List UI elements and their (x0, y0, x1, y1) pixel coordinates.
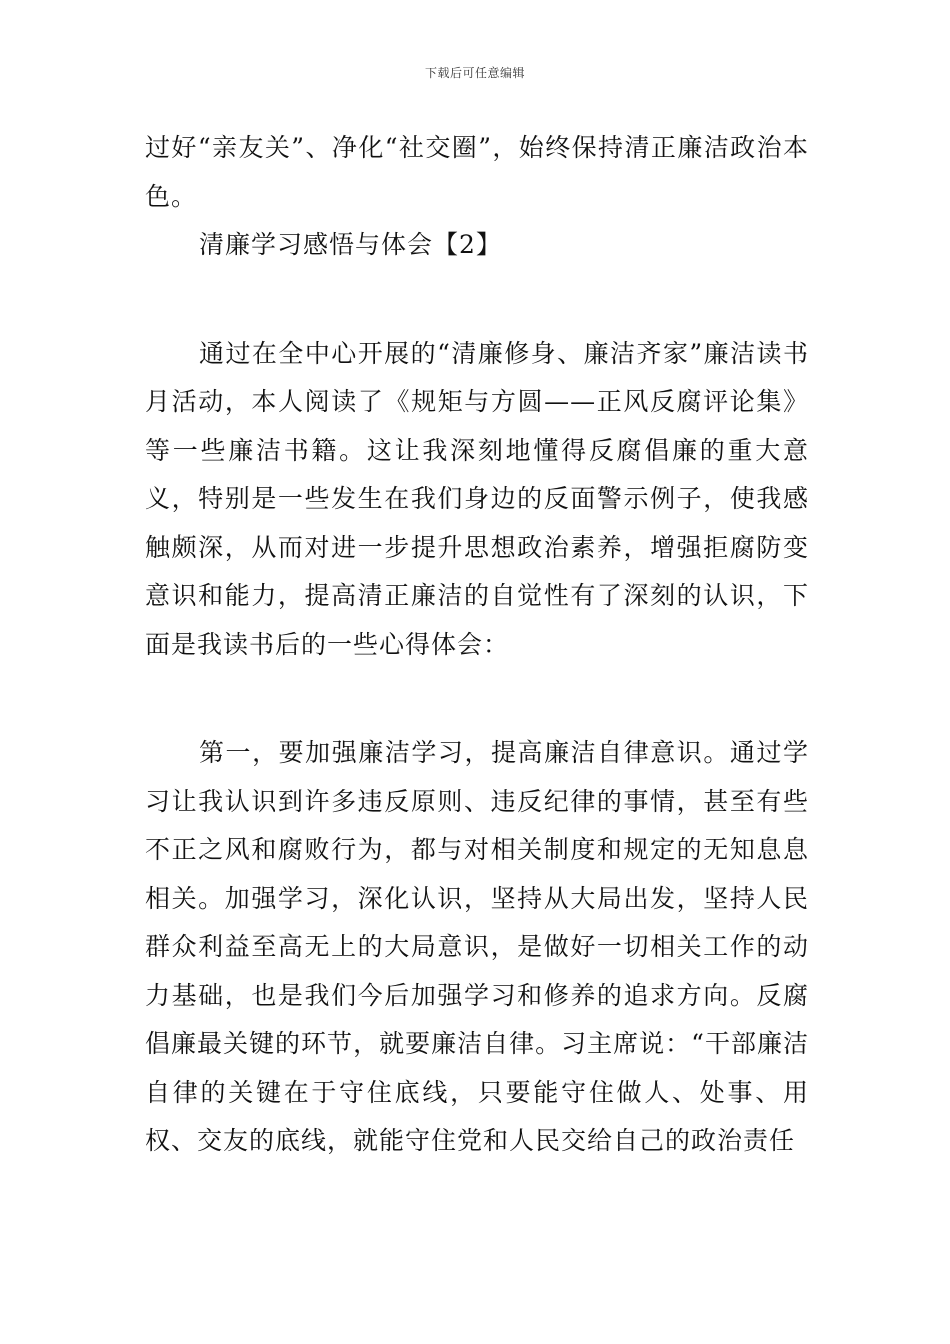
page-header: 下载后可任意编辑 (424, 66, 525, 80)
intro-paragraph: 过好“亲友关”、净化“社交圈”，始终保持清正廉洁政治本色。 (145, 133, 809, 211)
paragraph-reading-activity: 通过在全中心开展的“清廉修身、廉洁齐家”廉洁读书月活动，本人阅读了《规矩与方圆——正风反腐评论集》等一些廉洁书籍。这让我深刻地懂得反腐倡廉的重大意义，特别是一些发生在我们身边的反面警示例子，使我感触颇深，从而对进一步提升思想政治素养，增强拒腐防变意识和能力，提高清正廉洁的自觉性有了深刻的认识，下面是我读书后的一些心得体会： (145, 338, 809, 659)
document-body (145, 124, 809, 1166)
paragraph-first-point: 第一，要加强廉洁学习，提高廉洁自律意识。通过学习让我认识到许多违反原则、违反纪律的事情，甚至有些不正之风和腐败行为，都与对相关制度和规定的无知息息相关。加强学习，深化认识，坚持从大局出发，坚持人民群众利益至高无上的大局意识，是做好一切相关工作的动力基础，也是我们今后加强学习和修养的追求方向。反腐倡廉最关键的环节，就要廉洁自律。习主席说：“干部廉洁自律的关键在于守住底线，只要能守住做人、处事、用权、交友的底线，就能守住党和人民交给自己的政治责任 (145, 738, 809, 1155)
section-heading: 清廉学习感悟与体会【2】 (199, 230, 502, 259)
